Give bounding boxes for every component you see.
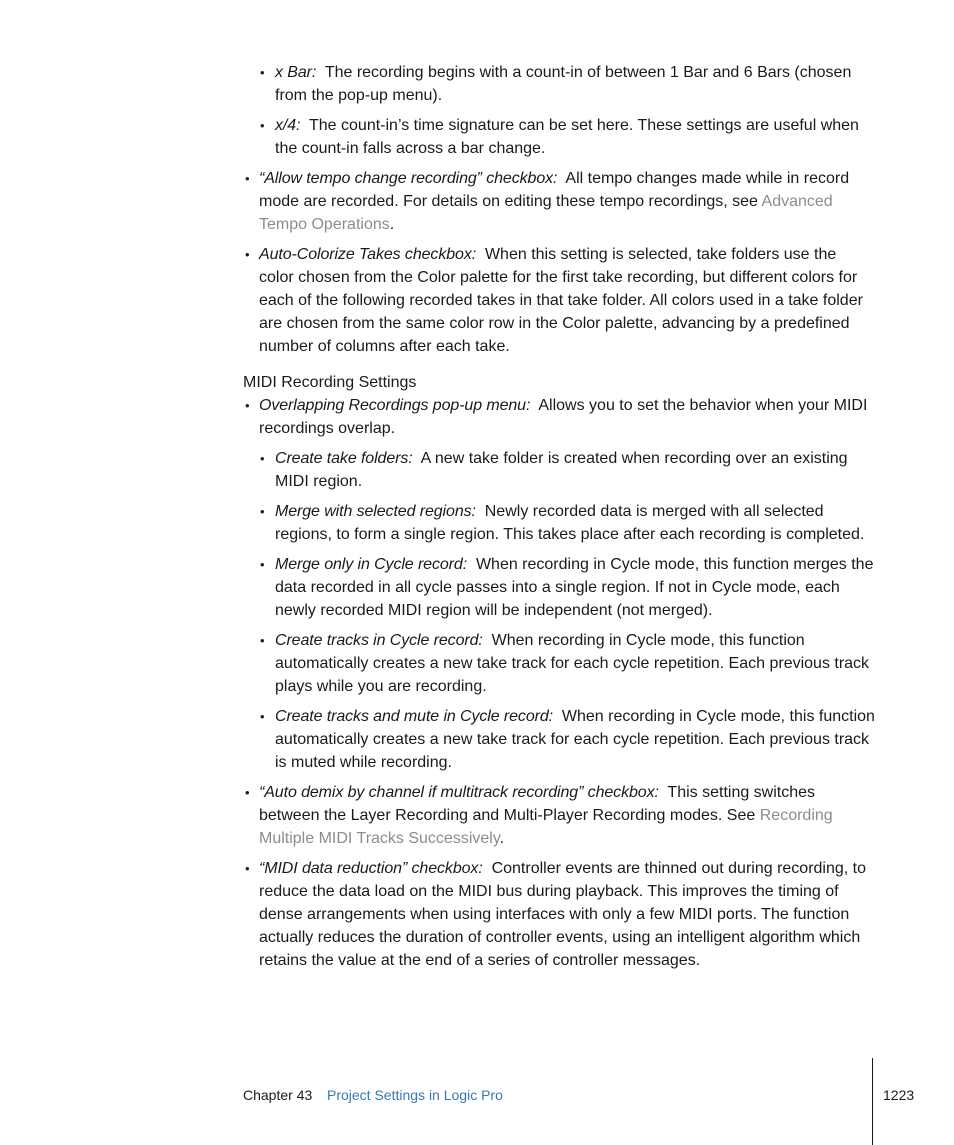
- item-term: “Auto demix by channel if multitrack recording” checkbox:: [259, 784, 659, 801]
- bullet: •: [245, 861, 250, 876]
- item-term: Merge with selected regions:: [275, 503, 476, 520]
- item-description: Controller events are thinned out during recording, to reduce the data load on the MIDI bus during playback. This improves the timing of dense arrangements when using interfaces with only a few MIDI ports. The function actually reduces the duration of controller events, using an intelligent algorithm which retains the value at the end of a series of controller messages.: [259, 860, 867, 969]
- item-description: When this setting is selected, take folders use the color chosen from the Color palette for the first take recording, but different colors for each of the following recorded takes in that take folder. All colors used in a take folder are chosen from the same color row in the Color palette, advancing by a predefined number of columns after each take.: [259, 246, 863, 355]
- item-description: When recording in Cycle mode, this function automatically creates a new take track for each cycle repetition. Each previous track is muted while recording.: [275, 708, 875, 771]
- list-item: [243, 447, 875, 493]
- item-description: When recording in Cycle mode, this function automatically creates a new take track for each cycle repetition. Each previous track plays while you are recording.: [275, 632, 870, 695]
- bullet: •: [260, 709, 265, 724]
- bullet: •: [260, 451, 265, 466]
- list-item: [243, 629, 875, 698]
- list-item: [243, 857, 875, 972]
- item-term: Create tracks in Cycle record:: [275, 632, 483, 649]
- item-term: Merge only in Cycle record:: [275, 556, 468, 573]
- item-term: Overlapping Recordings pop-up menu:: [259, 397, 531, 414]
- list-item: [243, 167, 875, 236]
- advanced-tempo-operations-link[interactable]: Advanced Tempo Operations: [259, 193, 833, 233]
- item-term: Auto-Colorize Takes checkbox:: [259, 246, 477, 263]
- item-description: When recording in Cycle mode, this function merges the data recorded in all cycle passes into a single region. If not in Cycle mode, each newly recorded MIDI region will be independent (not merged).: [275, 556, 874, 619]
- bullet: •: [245, 247, 250, 262]
- item-description: A new take folder is created when recording over an existing MIDI region.: [275, 450, 848, 490]
- page-number: 1223: [883, 1087, 915, 1103]
- item-description: All tempo changes made while in record mode are recorded. For details on editing these tempo recordings, see: [259, 170, 850, 210]
- bullet: •: [260, 504, 265, 519]
- list-item: [243, 500, 875, 546]
- item-suffix: .: [389, 216, 395, 233]
- bullet: •: [245, 398, 250, 413]
- bullet: •: [260, 633, 265, 648]
- item-description: Newly recorded data is merged with all selected regions, to form a single region. This takes place after each recording is completed.: [275, 503, 865, 543]
- item-term: x Bar:: [275, 64, 317, 81]
- settings-list-midi: [243, 394, 875, 972]
- item-description: The count-in’s time signature can be set here. These settings are useful when the count-in falls across a bar change.: [275, 117, 859, 157]
- section-heading: MIDI Recording Settings: [243, 374, 417, 391]
- item-description: Allows you to set the behavior when your MIDI recordings overlap.: [259, 397, 868, 437]
- recording-multiple-midi-tracks-link[interactable]: Recording Multiple MIDI Tracks Successively: [259, 807, 833, 847]
- item-term: “Allow tempo change recording” checkbox:: [259, 170, 558, 187]
- item-description: This setting switches between the Layer Recording and Multi-Player Recording modes. See: [259, 784, 816, 824]
- list-item: [243, 114, 875, 160]
- list-item: [243, 553, 875, 622]
- footer-divider: [872, 1058, 873, 1145]
- list-item: [243, 781, 875, 850]
- list-item: [243, 243, 875, 358]
- list-item: [243, 61, 875, 107]
- item-term: Create take folders:: [275, 450, 413, 467]
- bullet: •: [260, 557, 265, 572]
- settings-list-top: [243, 61, 875, 358]
- item-term: “MIDI data reduction” checkbox:: [259, 860, 483, 877]
- bullet: •: [260, 65, 265, 80]
- bullet: •: [245, 171, 250, 186]
- item-term: Create tracks and mute in Cycle record:: [275, 708, 553, 725]
- chapter-label: Chapter 43: [243, 1087, 313, 1103]
- item-suffix: .: [499, 830, 505, 847]
- item-term: x/4:: [275, 117, 301, 134]
- list-item: [243, 705, 875, 774]
- item-description: The recording begins with a count-in of between 1 Bar and 6 Bars (chosen from the pop-up menu).: [275, 64, 852, 104]
- document-body: [243, 61, 875, 972]
- list-item: [243, 394, 875, 440]
- bullet: •: [245, 785, 250, 800]
- bullet: •: [260, 118, 265, 133]
- chapter-title-link[interactable]: Project Settings in Logic Pro: [327, 1087, 503, 1103]
